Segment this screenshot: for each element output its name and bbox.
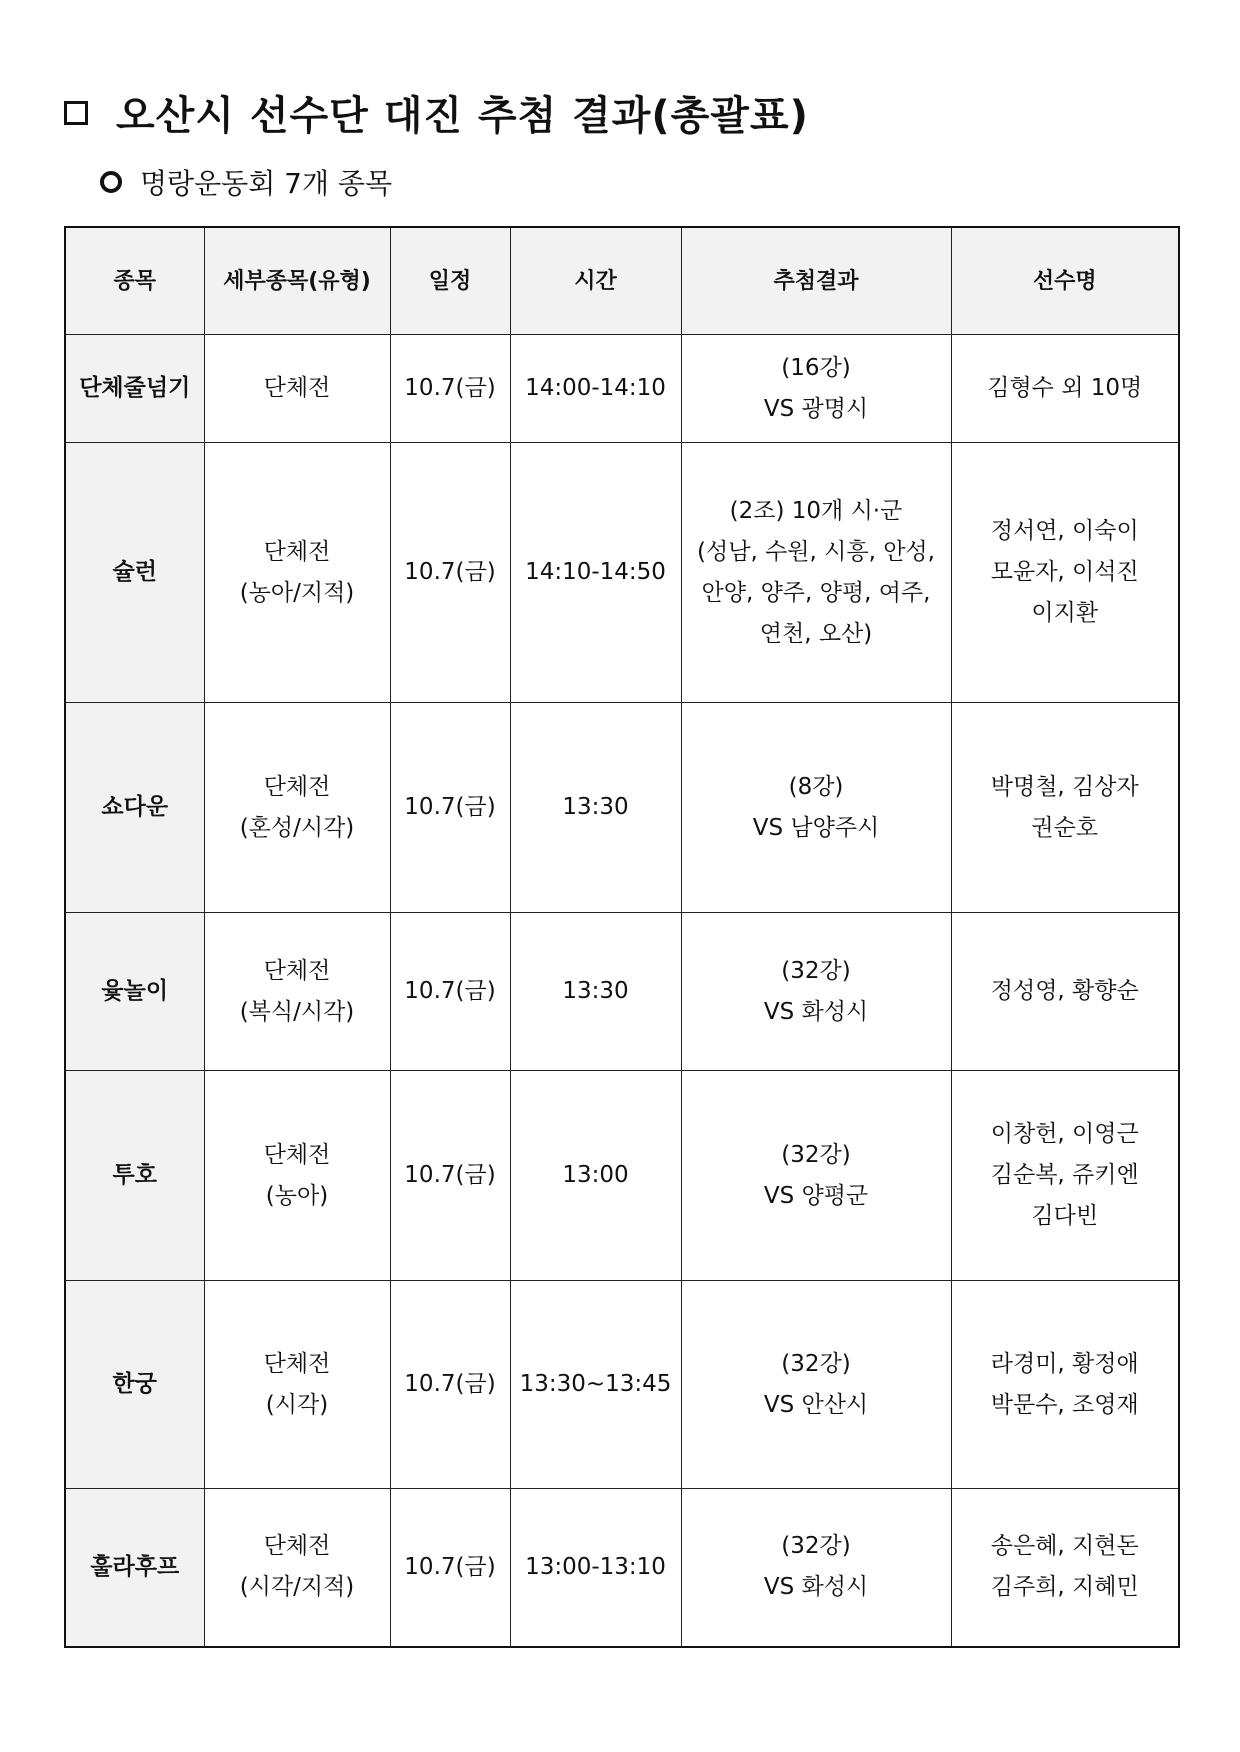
header-date: 일정	[390, 227, 510, 335]
cell-players: 라경미, 황정애 박문수, 조영재	[951, 1281, 1179, 1489]
cell-players: 정성영, 황향순	[951, 913, 1179, 1071]
cell-event: 투호	[65, 1071, 204, 1281]
cell-result: (2조) 10개 시·군 (성남, 수원, 시흥, 안성, 안양, 양주, 양평, 여주, 연천, 오산)	[681, 443, 951, 703]
cell-result: (32강) VS 양평군	[681, 1071, 951, 1281]
table-header-row	[65, 227, 1179, 335]
cell-date: 10.7(금)	[390, 443, 510, 703]
section-subtitle	[100, 162, 392, 202]
cell-event: 윷놀이	[65, 913, 204, 1071]
header-result: 추첨결과	[681, 227, 951, 335]
cell-time: 13:30~13:45	[510, 1281, 681, 1489]
table-row	[65, 703, 1179, 913]
cell-date: 10.7(금)	[390, 1071, 510, 1281]
header-event: 종목	[65, 227, 204, 335]
table-row	[65, 1071, 1179, 1281]
cell-players: 정서연, 이숙이 모윤자, 이석진 이지환	[951, 443, 1179, 703]
table-row	[65, 913, 1179, 1071]
cell-date: 10.7(금)	[390, 1489, 510, 1647]
cell-time: 13:00-13:10	[510, 1489, 681, 1647]
draw-results-table	[64, 226, 1180, 1648]
cell-result: (16강) VS 광명시	[681, 335, 951, 443]
cell-time: 14:00-14:10	[510, 335, 681, 443]
table-row	[65, 443, 1179, 703]
header-time: 시간	[510, 227, 681, 335]
cell-players: 김형수 외 10명	[951, 335, 1179, 443]
page-title-text: 오산시 선수단 대진 추첨 결과(총괄표)	[116, 93, 809, 139]
circle-bullet-icon	[100, 171, 122, 193]
cell-time: 13:00	[510, 1071, 681, 1281]
cell-time: 13:30	[510, 913, 681, 1071]
cell-type: 단체전 (농아)	[204, 1071, 390, 1281]
cell-date: 10.7(금)	[390, 913, 510, 1071]
cell-type: 단체전 (농아/지적)	[204, 443, 390, 703]
cell-event: 단체줄넘기	[65, 335, 204, 443]
cell-players: 박명철, 김상자 권순호	[951, 703, 1179, 913]
cell-date: 10.7(금)	[390, 1281, 510, 1489]
cell-result: (32강) VS 화성시	[681, 913, 951, 1071]
checkbox-square-icon	[64, 101, 88, 125]
cell-result: (32강) VS 안산시	[681, 1281, 951, 1489]
cell-type: 단체전 (혼성/시각)	[204, 703, 390, 913]
cell-players: 송은혜, 지현돈 김주희, 지혜민	[951, 1489, 1179, 1647]
cell-event: 슐런	[65, 443, 204, 703]
cell-result: (8강) VS 남양주시	[681, 703, 951, 913]
cell-type: 단체전 (시각)	[204, 1281, 390, 1489]
cell-date: 10.7(금)	[390, 335, 510, 443]
cell-type: 단체전	[204, 335, 390, 443]
cell-type: 단체전 (복식/시각)	[204, 913, 390, 1071]
page-title	[64, 84, 809, 141]
header-players: 선수명	[951, 227, 1179, 335]
section-subtitle-text: 명랑운동회 7개 종목	[140, 167, 393, 200]
table-row	[65, 335, 1179, 443]
cell-event: 훌라후프	[65, 1489, 204, 1647]
cell-result: (32강) VS 화성시	[681, 1489, 951, 1647]
cell-type: 단체전 (시각/지적)	[204, 1489, 390, 1647]
cell-time: 13:30	[510, 703, 681, 913]
cell-time: 14:10-14:50	[510, 443, 681, 703]
table-row	[65, 1489, 1179, 1647]
cell-event: 한궁	[65, 1281, 204, 1489]
cell-date: 10.7(금)	[390, 703, 510, 913]
table-row	[65, 1281, 1179, 1489]
cell-players: 이창헌, 이영근 김순복, 쥬키엔 김다빈	[951, 1071, 1179, 1281]
header-type: 세부종목(유형)	[204, 227, 390, 335]
cell-event: 쇼다운	[65, 703, 204, 913]
